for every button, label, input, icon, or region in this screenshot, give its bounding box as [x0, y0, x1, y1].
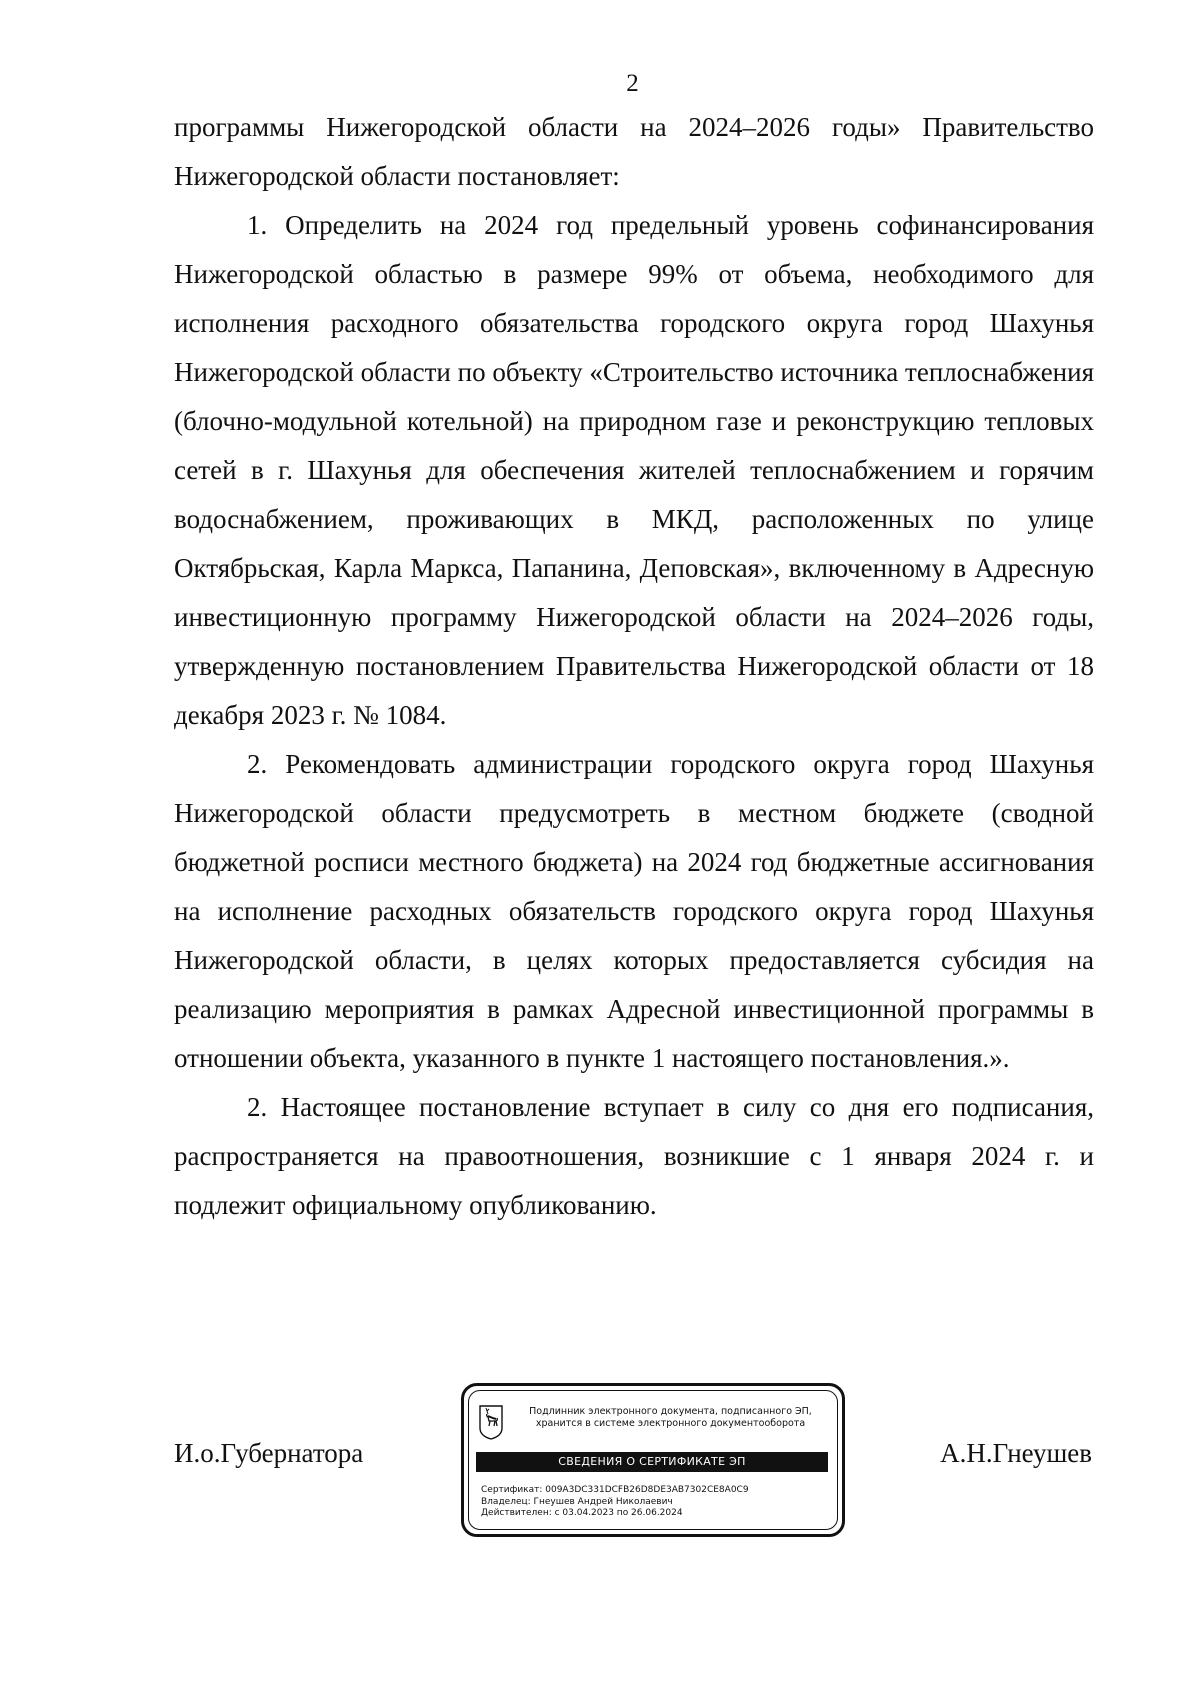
deer-coat-of-arms-icon — [478, 1404, 504, 1440]
paragraph-item-1: 1. Определить на 2024 год предельный уровень софинансирования Нижегородской областью в размере 99% от объема, необходимого для исполнения расходного обязательства городского округа город Шахунья Нижегородской области по объекту «Строительство источника теплоснабжения (блочно-модульной котельной) на природном газе и реконструкцию тепловых сетей в г. Шахунья для обеспечения жителей теплоснабжением и горячим водоснабжением, проживающих в МКД, расположенных по улице Октябрьская, Карла Маркса, Папанина, Деповская», включенному в Адресную инвестиционную программу Нижегородской области на 2024–2026 годы, утвержденную постановлением Правительства Нижегородской области от 18 декабря 2023 г. № 1084. — [174, 210, 1094, 730]
stamp-owner: Владелец: Гнеушев Андрей Николаевич — [481, 1496, 673, 1507]
stamp-certificate-title: СВЕДЕНИЯ О СЕРТИФИКАТЕ ЭП — [476, 1452, 828, 1472]
paragraph-item-2: 2. Рекомендовать администрации городского округа город Шахунья Нижегородской области предусмотреть в местном бюджете (сводной бюджетной росписи местного бюджета) на 2024 год бюджетные ассигнования на исполнение расходных обязательств городского округа город Шахунья Нижегородской области, в целях которых предоставляется субсидия на реализацию мероприятия в рамках Адресной инвестиционной программы в отношении объекта, указанного в пункте 1 настоящего постановления.». — [174, 749, 1094, 1073]
page-number: 2 — [626, 70, 639, 97]
stamp-certificate-number: Сертификат: 009A3DC331DCFB26D8DE3AB7302CE8A0C9 — [481, 1485, 749, 1495]
electronic-signature-stamp — [461, 1383, 845, 1537]
stamp-certificate-details — [481, 1485, 749, 1520]
stamp-validity: Действителен: с 03.04.2023 по 26.06.2024 — [481, 1508, 683, 1518]
signatory-position: И.о.Губернатора — [174, 1438, 364, 1468]
signatory-name: А.Н.Гнеушев — [940, 1438, 1092, 1468]
paragraph-effective: 2. Настоящее постановление вступает в силу со дня его подписания, распространяется на правоотношения, возникшие с 1 января 2024 г. и подлежит официальному опубликованию. — [174, 1092, 1094, 1220]
paragraph-intro: программы Нижегородской области на 2024–2026 годы» Правительство Нижегородской области постановляет: — [174, 112, 1094, 191]
stamp-header-line-1: Подлинник электронного документа, подписанного ЭП, — [529, 1406, 812, 1417]
stamp-header — [508, 1406, 833, 1430]
stamp-header-line-2: хранится в системе электронного документооборота — [535, 1418, 806, 1429]
document-body — [174, 103, 1094, 1230]
